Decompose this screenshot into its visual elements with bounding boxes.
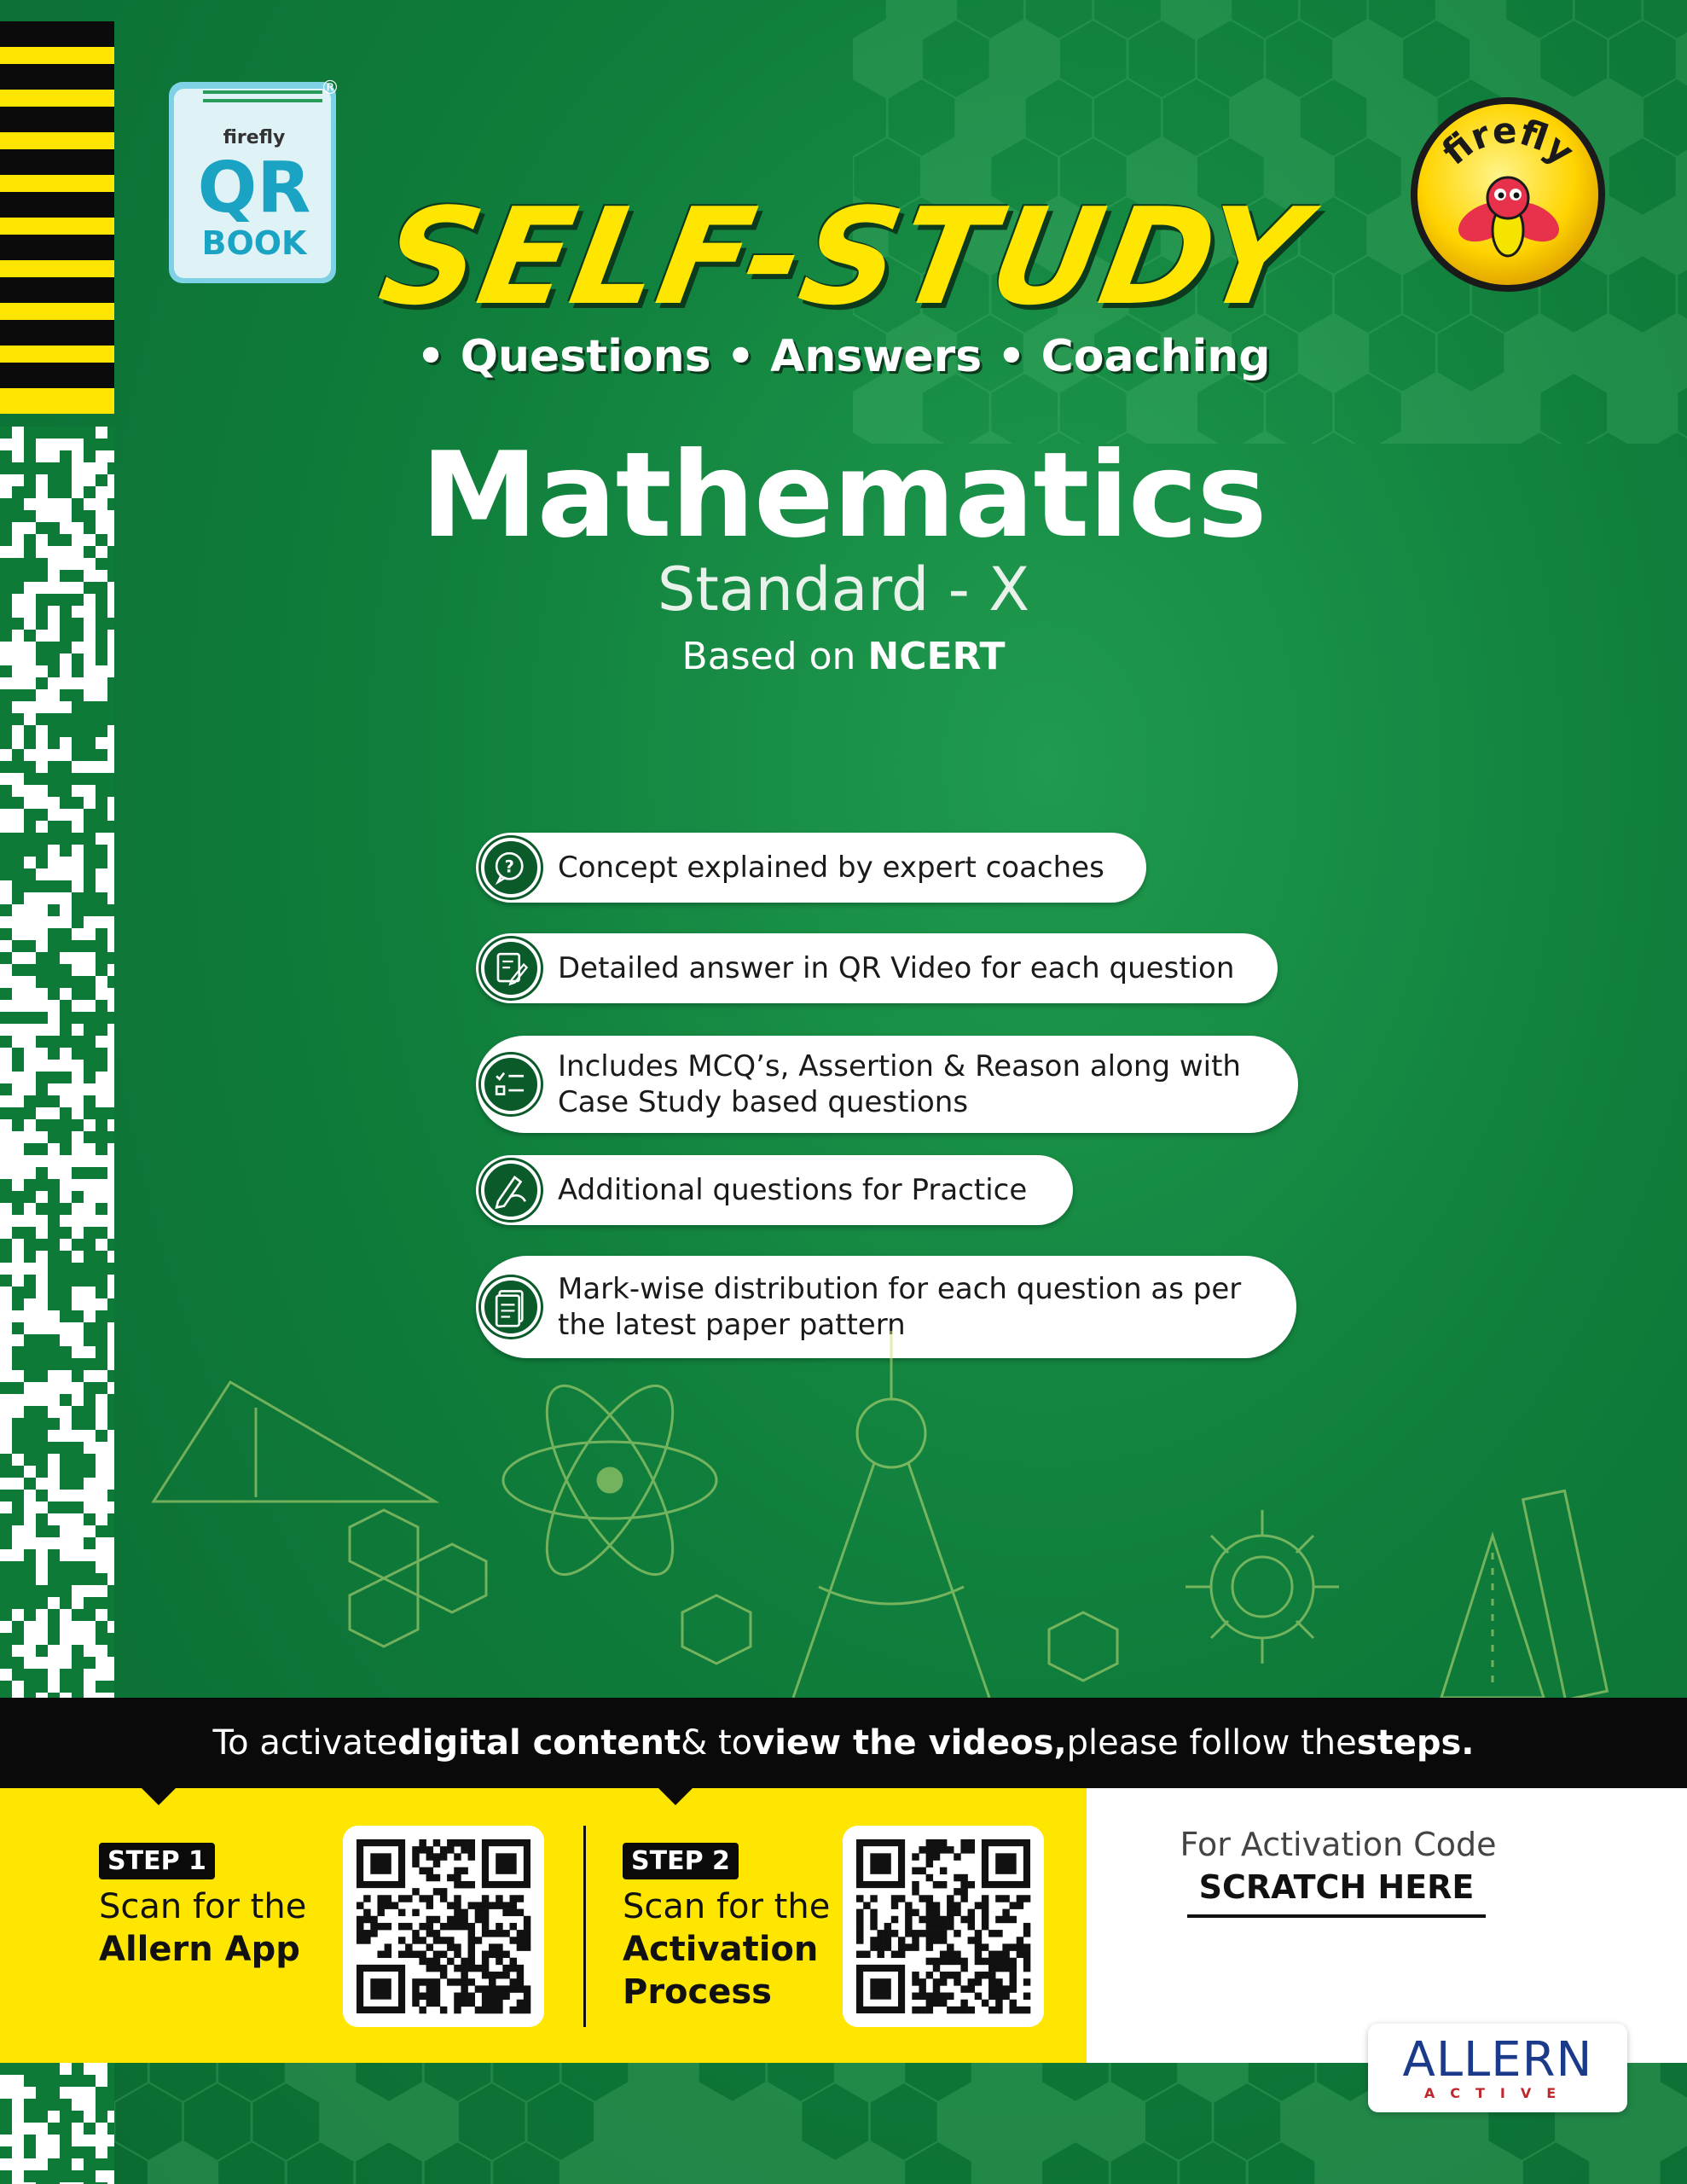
science-illustrations <box>128 1331 1687 1698</box>
allern-app-qr-code[interactable] <box>343 1826 544 2027</box>
activation-banner <box>0 1698 1687 1788</box>
allern-active-logo <box>1368 2024 1627 2112</box>
series-tagline: • Questions • Answers • Coaching <box>416 331 1271 382</box>
step2-line: Activation <box>623 1930 819 1969</box>
stripe-yellow <box>0 388 114 414</box>
activation-process-qr-code[interactable] <box>843 1826 1044 2027</box>
activation-code-label: For Activation Code <box>1180 1826 1497 1863</box>
left-qr-mosaic-bottom <box>0 2063 114 2184</box>
banner-text: & to <box>681 1723 753 1763</box>
feature-text: Additional questions for Practice <box>558 1173 1028 1207</box>
feature-text: Mark-wise distribution for each question as per the latest paper pattern <box>558 1272 1242 1342</box>
allern-logo-name: ALLERN <box>1402 2032 1593 2088</box>
stripe-black <box>0 64 114 90</box>
step2-text <box>623 1885 830 2013</box>
step1-line: Scan for the <box>99 1887 307 1926</box>
feature-text: Concept explained by expert coaches <box>558 851 1104 885</box>
feature-pill <box>476 1036 1298 1133</box>
step1-line: Allern App <box>99 1930 300 1969</box>
feature-text: Includes MCQ’s, Assertion & Reason along with Case Study based questions <box>558 1049 1241 1119</box>
feature-pill <box>476 833 1146 903</box>
banner-pointer <box>140 1786 177 1805</box>
qr-logo-brand: firefly <box>223 127 286 148</box>
step1-text <box>99 1885 306 1971</box>
step2-line: Process <box>623 1972 772 2012</box>
feature-pill <box>476 933 1278 1003</box>
step1-badge: STEP 1 <box>99 1843 215 1879</box>
document-icon <box>481 1277 541 1337</box>
question-icon <box>481 838 541 897</box>
stripe-black <box>0 107 114 132</box>
banner-pointer <box>657 1786 694 1805</box>
allern-logo-sub: ACTIVE <box>1423 2085 1572 2101</box>
banner-text: please follow the <box>1066 1723 1357 1763</box>
stripe-black <box>0 149 114 175</box>
writing-hand-icon <box>481 1160 541 1220</box>
feature-text: Detailed answer in QR Video for each question <box>558 951 1235 985</box>
checklist-icon <box>481 1054 541 1114</box>
step2-badge: STEP 2 <box>623 1843 739 1879</box>
banner-text: To activate <box>212 1723 398 1763</box>
board-name: NCERT <box>867 635 1006 678</box>
svg-text:?: ? <box>504 857 514 877</box>
feature-pill <box>476 1155 1073 1225</box>
standard-label: Standard - X <box>657 555 1030 624</box>
banner-text: digital content <box>397 1723 681 1763</box>
qr-logo-line2: BOOK <box>201 224 307 262</box>
curriculum-label <box>0 635 1687 678</box>
based-on-prefix: Based on <box>681 635 868 678</box>
step2-line: Scan for the <box>623 1887 831 1926</box>
firefly-logo-text: firefly <box>1434 109 1582 173</box>
step-divider <box>583 1826 586 2027</box>
qr-logo-line1: QR <box>197 148 311 229</box>
registered-mark: ® <box>321 78 339 99</box>
edit-note-icon <box>481 938 541 998</box>
scratch-area[interactable]: SCRATCH HERE <box>1187 1868 1486 1918</box>
banner-text: steps. <box>1356 1723 1475 1763</box>
banner-text: view the videos, <box>752 1723 1067 1763</box>
subject-title: Mathematics <box>420 427 1267 564</box>
series-title: SELF-STUDY <box>370 179 1317 334</box>
stripe-black <box>0 21 114 47</box>
